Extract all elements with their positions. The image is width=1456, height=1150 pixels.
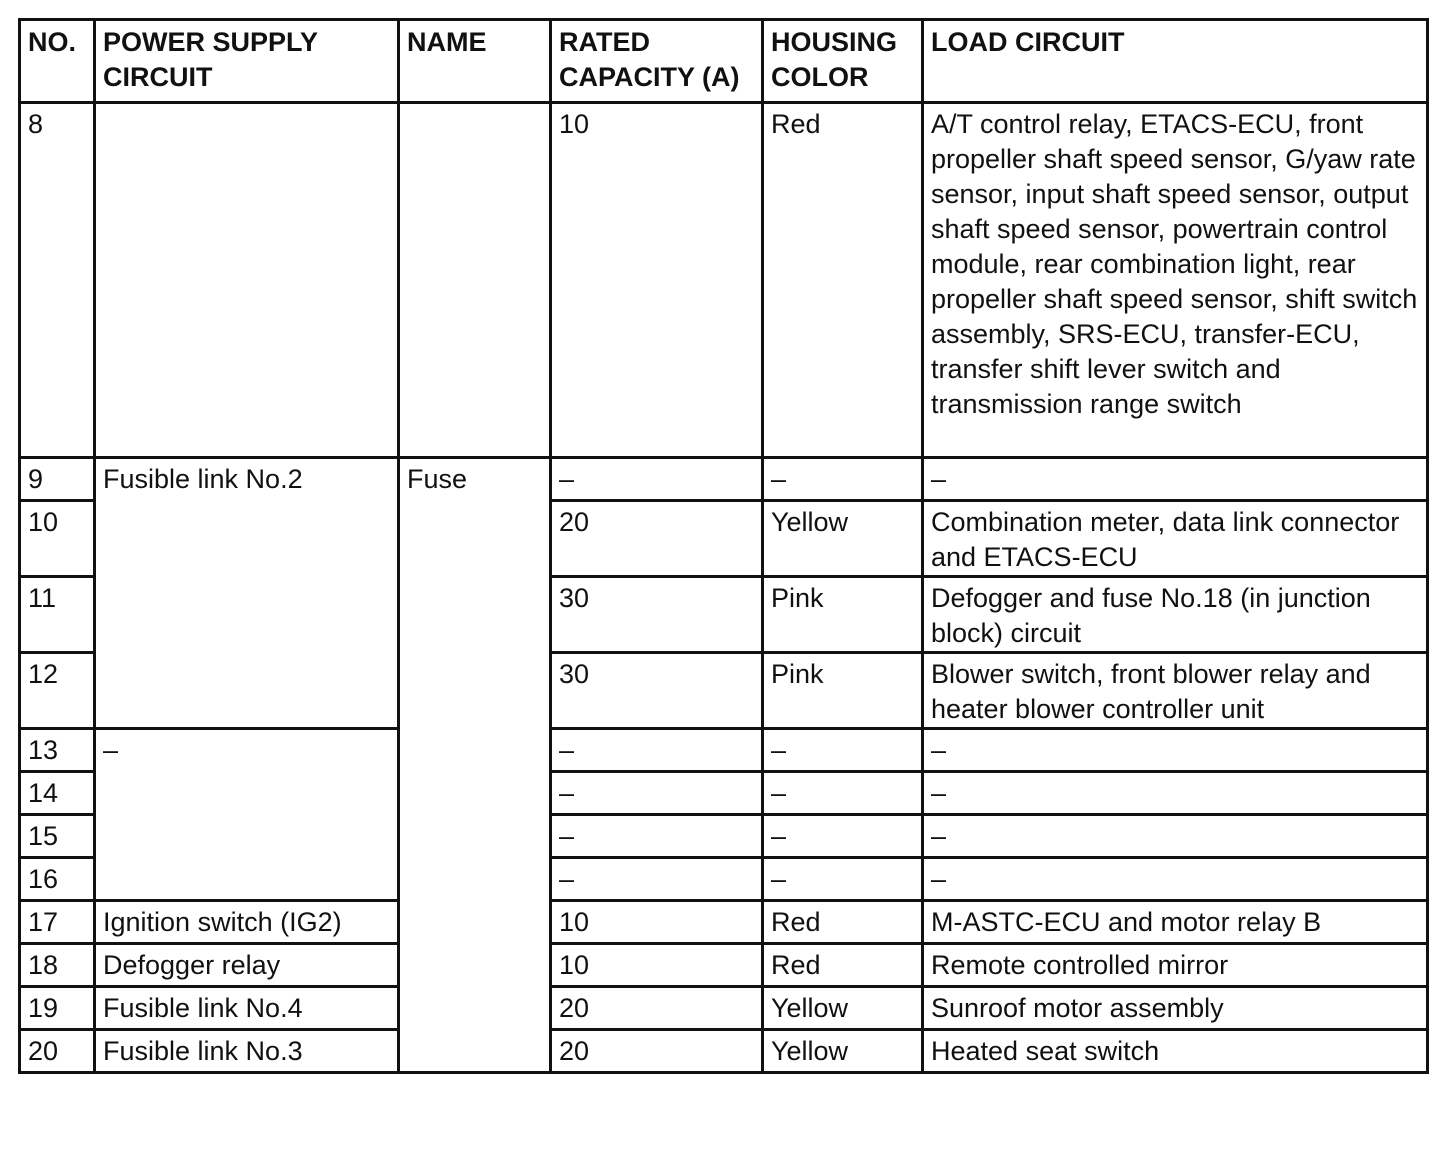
cell-color: Yellow [763,501,923,577]
cell-rated: 30 [551,653,763,729]
cell-load: – [923,772,1428,815]
cell-rated: 20 [551,501,763,577]
cell-color: Yellow [763,987,923,1030]
cell-rated: 10 [551,901,763,944]
header-row [20,20,1428,103]
cell-no: 13 [20,729,95,772]
cell-color: Red [763,944,923,987]
cell-rated: 10 [551,944,763,987]
header-power-supply-circuit: POWER SUPPLY CIRCUIT [95,20,399,103]
cell-color: – [763,858,923,901]
table-row [20,987,1428,1030]
cell-power-supply: Fusible link No.3 [95,1030,399,1073]
cell-color: – [763,815,923,858]
header-name: NAME [399,20,551,103]
cell-load: Remote controlled mirror [923,944,1428,987]
table-row [20,458,1428,501]
cell-no: 9 [20,458,95,501]
cell-load: – [923,729,1428,772]
cell-no: 19 [20,987,95,1030]
cell-color: Pink [763,653,923,729]
cell-power-supply: Fusible link No.2 [95,458,399,729]
cell-rated: – [551,772,763,815]
header-load-circuit: LOAD CIRCUIT [923,20,1428,103]
cell-no: 14 [20,772,95,815]
table-row [20,1030,1428,1073]
cell-no: 16 [20,858,95,901]
header-rated-capacity: RATED CAPACITY (A) [551,20,763,103]
cell-rated: 20 [551,987,763,1030]
table-row [20,103,1428,458]
cell-rated: – [551,458,763,501]
cell-no: 12 [20,653,95,729]
cell-rated: 30 [551,577,763,653]
cell-color: – [763,772,923,815]
cell-color: Yellow [763,1030,923,1073]
cell-no: 20 [20,1030,95,1073]
cell-rated: 10 [551,103,763,458]
cell-rated: – [551,815,763,858]
fuse-table [18,18,1429,1074]
cell-load: – [923,458,1428,501]
cell-load: – [923,815,1428,858]
cell-load: A/T control relay, ETACS-ECU, front propeller shaft speed sensor, G/yaw rate sensor, input shaft speed sensor, output shaft speed sensor, powertrain control module, rear combination light, rear propeller shaft speed sensor, shift switch assembly, SRS-ECU, transfer-ECU, transfer shift lever switch and transmission range switch [923,103,1428,458]
cell-power-supply [95,103,399,458]
cell-load: Heated seat switch [923,1030,1428,1073]
header-housing-color: HOUSING COLOR [763,20,923,103]
header-no: NO. [20,20,95,103]
cell-color: Red [763,103,923,458]
cell-rated: – [551,858,763,901]
cell-load: Blower switch, front blower relay and heater blower controller unit [923,653,1428,729]
table-row [20,944,1428,987]
cell-no: 11 [20,577,95,653]
table-row [20,901,1428,944]
cell-no: 8 [20,103,95,458]
cell-power-supply: Fusible link No.4 [95,987,399,1030]
cell-color: – [763,729,923,772]
cell-power-supply: – [95,729,399,901]
cell-load: M-ASTC-ECU and motor relay B [923,901,1428,944]
cell-power-supply: Defogger relay [95,944,399,987]
cell-color: – [763,458,923,501]
cell-name: Fuse [399,458,551,1073]
cell-no: 15 [20,815,95,858]
cell-color: Pink [763,577,923,653]
fuse-table-container [18,18,1426,1074]
cell-color: Red [763,901,923,944]
cell-load: – [923,858,1428,901]
table-row [20,729,1428,772]
cell-power-supply: Ignition switch (IG2) [95,901,399,944]
cell-load: Defogger and fuse No.18 (in junction block) circuit [923,577,1428,653]
cell-load: Sunroof motor assembly [923,987,1428,1030]
cell-load: Combination meter, data link connector and ETACS-ECU [923,501,1428,577]
cell-rated: 20 [551,1030,763,1073]
cell-rated: – [551,729,763,772]
cell-no: 10 [20,501,95,577]
cell-no: 17 [20,901,95,944]
cell-name [399,103,551,458]
cell-no: 18 [20,944,95,987]
